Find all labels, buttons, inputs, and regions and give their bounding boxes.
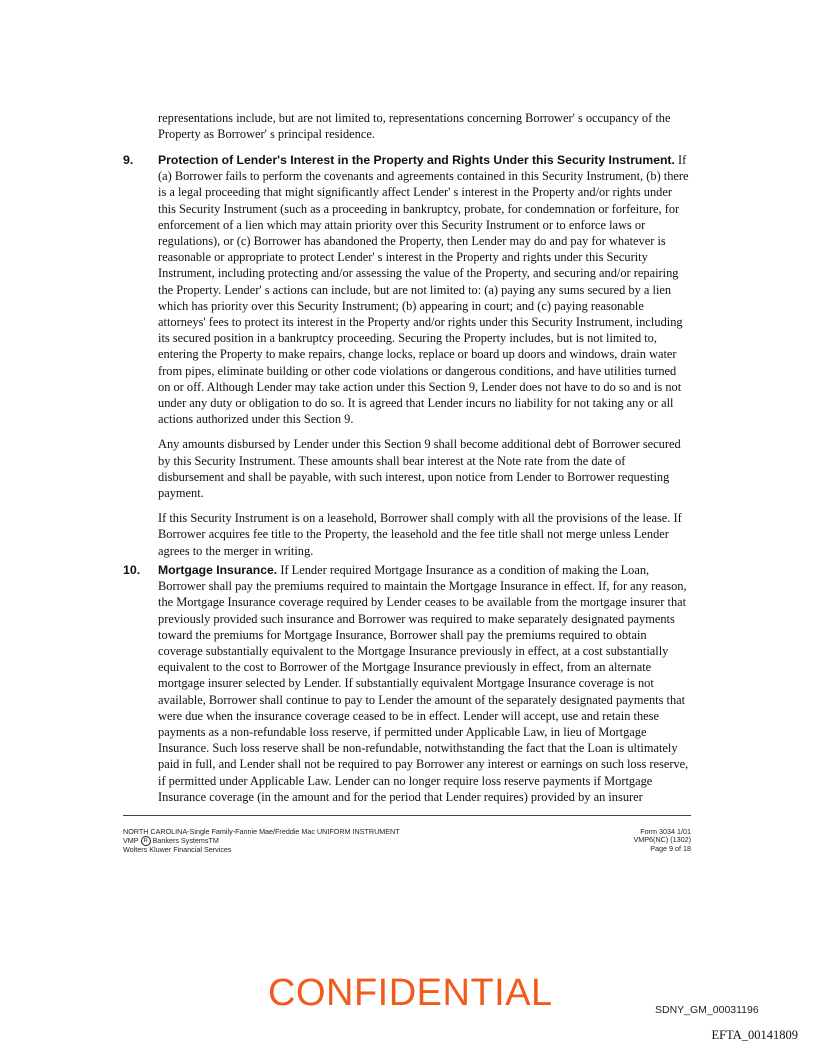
footer-form-info — [123, 828, 400, 855]
section-body — [158, 152, 691, 559]
footer-form-title: NORTH CAROLINA-Single Family-Fannie Mae/Freddie Mac UNIFORM INSTRUMENT — [123, 827, 400, 836]
registered-mark-icon: R — [141, 836, 151, 846]
section-9 — [123, 152, 691, 568]
section-number: 9. — [123, 153, 134, 167]
footer-vmp: VMP — [123, 836, 139, 846]
section-paragraph: Any amounts disbursed by Lender under this Section 9 shall become additional debt of Borrower secured by this Security Instrument. These amounts shall bear interest at the Note rate from the date of disbursement and shall be payable, with such interest, upon notice from Lender to Borrower requesting payment. — [158, 437, 681, 501]
section-number: 10. — [123, 563, 141, 577]
footer-page-number: Page 9 of 18 — [650, 843, 691, 853]
section-text: If (a) Borrower fails to perform the covenants and agreements contained in this Security Instrument, (b) there is a legal proceeding that might significantly affect Lender' s interest in the Property and/or rights under this Security Instrument (such as a proceeding in bankruptcy, probate, for condemnation or forfeiture, for enforcement of a lien which may attain priority over this Security Instrument or to enforce laws or regulations), or (c) Borrower has abandoned the Property, then Lender may do and pay for whatever is reasonable or appropriate to protect Lender' s interest in the Property and rights under this Security Instrument, including protecting and/or assessing the value of the Property, and securing and/or repairing the Property. Lender' s actions can include, but are not limited to: (a) paying any sums secured by a lien which has priority over this Security Instrument; (b) appearing in court; and (c) paying reasonable attorneys' fees to protect its interest in the Property and/or rights under this Security Instrument, including its secured position in a bankruptcy proceeding. Securing the Property includes, but is not limited to, entering the Property to make repairs, change locks, replace or board up doors and windows, drain water from pipes, eliminate building or other code violations or dangerous conditions, and have utilities turned on or off. Although Lender may take action under this Section 9, Lender does not have to do so and is not under any duty or obligation to do so. It is agreed that Lender incurs no liability for not taking any or all actions authorized under this Section 9. — [158, 153, 689, 427]
footer-divider — [123, 815, 691, 816]
footer-form-number — [633, 828, 691, 853]
section-paragraph — [158, 152, 691, 427]
section-paragraph: If this Security Instrument is on a leasehold, Borrower shall comply with all the provisions of the lease. If Borrower acquires fee title to the Property, the leasehold and the fee title shall not merge unless Lender agrees to the merger in writing. — [158, 511, 682, 558]
section-10 — [123, 562, 691, 814]
intro-paragraph: representations include, but are not limited to, representations concerning Borrower' s occupancy of the Property as Borrower' s principal residence. — [158, 111, 671, 142]
footer-vmp-code: VMP6(NC) (1302) — [633, 835, 691, 845]
efta-number: EFTA_00141809 — [711, 1028, 798, 1042]
footer-form-id: Form 3034 1/01 — [640, 827, 691, 836]
footer-company: Wolters Kluwer Financial Services — [123, 845, 232, 855]
section-heading: Mortgage Insurance. — [158, 563, 278, 577]
section-text: If Lender required Mortgage Insurance as a condition of making the Loan, Borrower shall pay the premiums required to maintain the Mortgage Insurance in effect. If, for any reason, the Mortgage Insurance coverage required by Lender ceases to be available from the mortgage insurer that previously provided such insurance and Borrower was required to make separately designated payments toward the premiums for Mortgage Insurance, Borrower shall pay the premiums required to obtain coverage substantially equivalent to the Mortgage Insurance previously in effect, at a cost substantially equivalent to the cost to Borrower of the Mortgage Insurance previously in effect, from an alternate mortgage insurer selected by Lender. If substantially equivalent Mortgage Insurance coverage is not available, Borrower shall continue to pay to Lender the amount of the separately designated payments that were due when the insurance coverage ceased to be in effect. Lender will accept, use and retain these payments as a non-refundable loss reserve, if permitted under Applicable Law, in lieu of Mortgage Insurance. Such loss reserve shall be non-refundable, notwithstanding the fact that the Loan is ultimately paid in full, and Lender shall not be required to pay Borrower any interest or earnings on such loss reserve, if permitted under Applicable Law. Lender can no longer require loss reserve payments if Mortgage Insurance coverage (in the amount and for the period that Lender requires) provided by an insurer — [158, 563, 689, 804]
confidential-stamp: CONFIDENTIAL — [268, 972, 553, 1014]
section-body — [158, 562, 691, 805]
footer-bankers: Bankers SystemsTM — [152, 836, 219, 846]
bates-number: SDNY_GM_00031196 — [655, 1004, 759, 1016]
section-heading: Protection of Lender's Interest in the Property and Rights Under this Security Instrument. — [158, 153, 675, 167]
section-paragraph — [158, 562, 691, 805]
